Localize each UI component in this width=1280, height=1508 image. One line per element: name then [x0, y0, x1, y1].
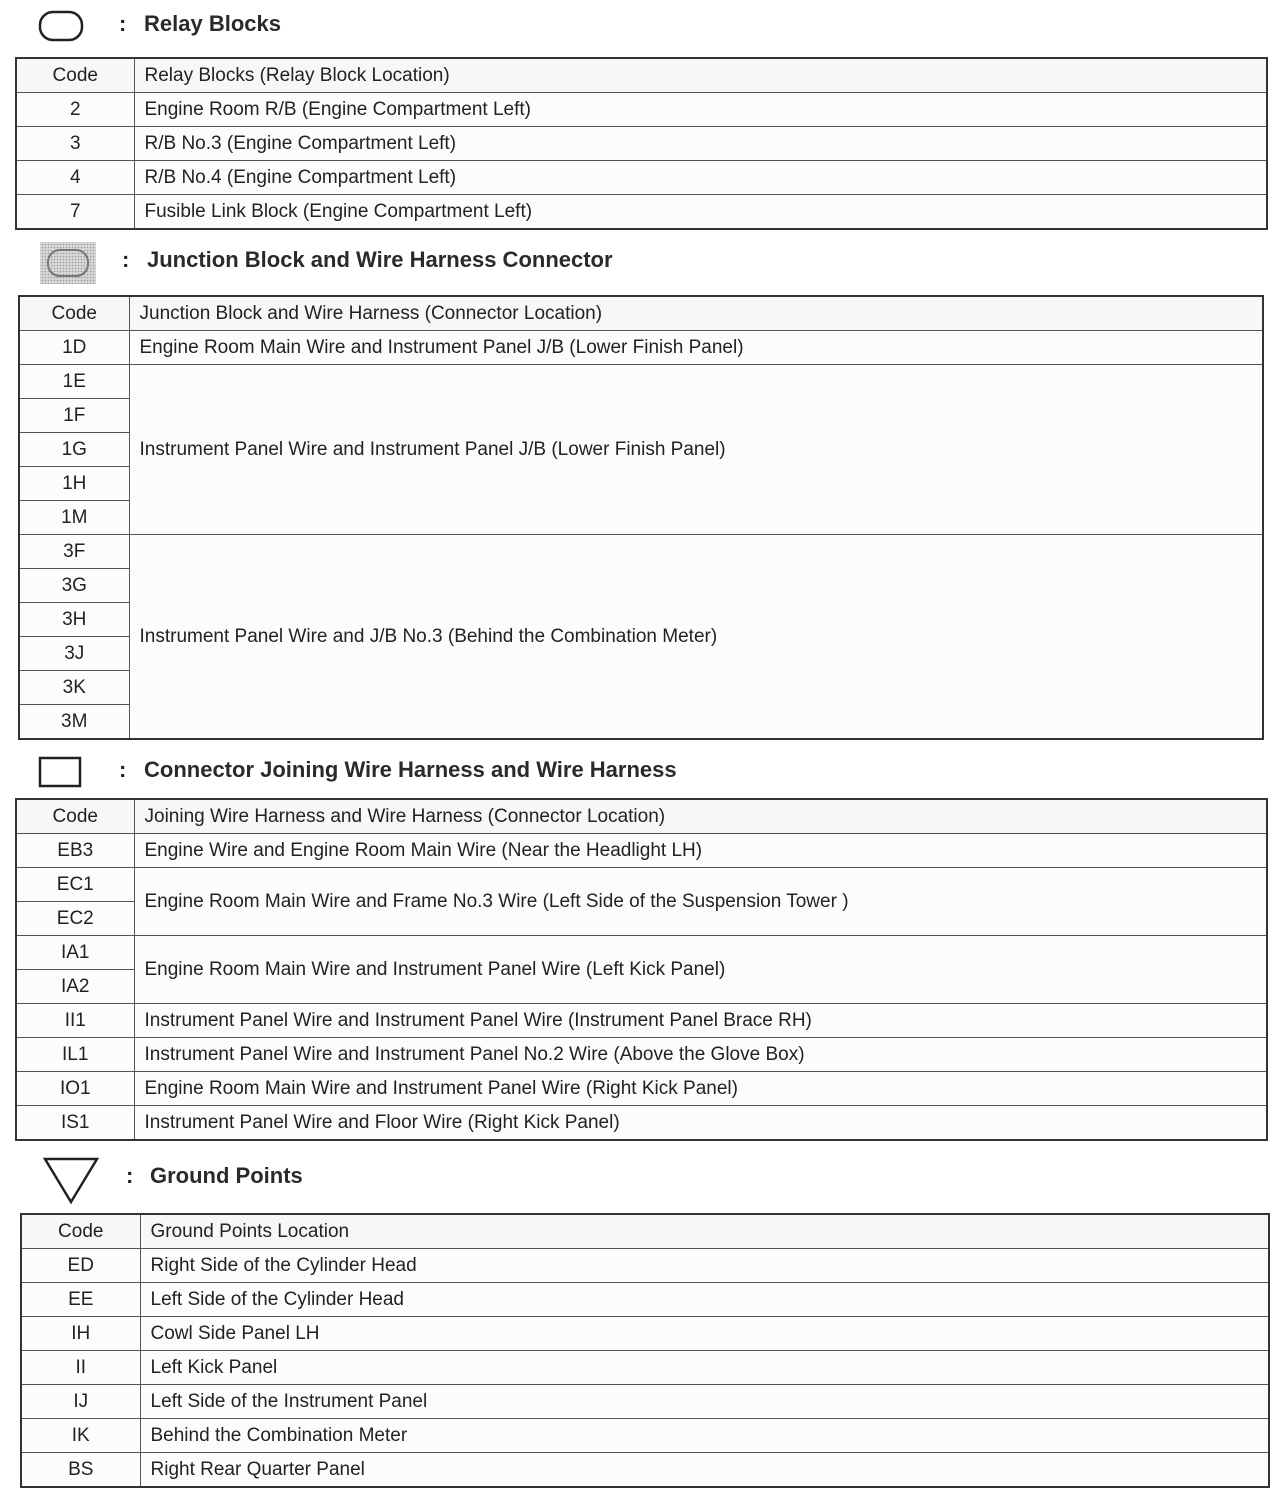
ground-section-header	[0, 1156, 1280, 1196]
junction-colon: :	[122, 247, 130, 272]
row-desc: R/B No.3 (Engine Compartment Left)	[134, 127, 1267, 161]
connector-section-header	[0, 750, 1280, 790]
row-code: 3M	[19, 705, 129, 740]
row-code: 4	[16, 161, 134, 195]
row-desc: Left Kick Panel	[140, 1351, 1269, 1385]
row-code: IO1	[16, 1072, 134, 1106]
row-desc: Left Side of the Cylinder Head	[140, 1283, 1269, 1317]
header-desc: Junction Block and Wire Harness (Connector Location)	[129, 296, 1263, 331]
square-icon	[38, 756, 84, 790]
row-code: IA2	[16, 970, 134, 1004]
row-code: EE	[21, 1283, 140, 1317]
row-code: 3H	[19, 603, 129, 637]
junction-section-header	[0, 240, 1280, 280]
row-desc: Instrument Panel Wire and Instrument Panel J/B (Lower Finish Panel)	[129, 365, 1263, 535]
row-code: EC1	[16, 868, 134, 902]
relay-title: Relay Blocks	[144, 11, 281, 36]
row-desc: Engine Room Main Wire and Instrument Panel Wire (Left Kick Panel)	[134, 936, 1267, 1004]
row-code: 1F	[19, 399, 129, 433]
table-row	[16, 936, 1267, 970]
table-row	[16, 127, 1267, 161]
table-row	[16, 834, 1267, 868]
row-code: 1E	[19, 365, 129, 399]
row-code: II1	[16, 1004, 134, 1038]
row-code: IK	[21, 1419, 140, 1453]
row-desc: Instrument Panel Wire and Instrument Panel No.2 Wire (Above the Glove Box)	[134, 1038, 1267, 1072]
row-code: IL1	[16, 1038, 134, 1072]
header-code: Code	[16, 799, 134, 834]
table-row	[21, 1351, 1269, 1385]
table-header-row	[16, 799, 1267, 834]
header-desc: Relay Blocks (Relay Block Location)	[134, 58, 1267, 93]
connector-colon: :	[119, 757, 127, 782]
table-row	[19, 331, 1263, 365]
triangle-down-icon	[42, 1156, 100, 1206]
table-row	[21, 1317, 1269, 1351]
connector-table	[15, 798, 1268, 1141]
shaded-rounded-rectangle-icon	[38, 240, 100, 286]
rounded-rectangle-icon	[38, 10, 86, 42]
row-desc: Instrument Panel Wire and Instrument Panel Wire (Instrument Panel Brace RH)	[134, 1004, 1267, 1038]
row-desc: Right Side of the Cylinder Head	[140, 1249, 1269, 1283]
ground-title: Ground Points	[150, 1163, 303, 1188]
row-desc: Engine Wire and Engine Room Main Wire (Near the Headlight LH)	[134, 834, 1267, 868]
row-desc: Fusible Link Block (Engine Compartment Left)	[134, 195, 1267, 230]
row-desc: Right Rear Quarter Panel	[140, 1453, 1269, 1488]
table-row	[21, 1385, 1269, 1419]
row-desc: Behind the Combination Meter	[140, 1419, 1269, 1453]
table-row	[21, 1419, 1269, 1453]
relay-section-header	[0, 4, 1280, 44]
row-code: IS1	[16, 1106, 134, 1141]
table-header-row	[21, 1214, 1269, 1249]
table-row	[21, 1249, 1269, 1283]
row-desc: Engine Room Main Wire and Instrument Panel J/B (Lower Finish Panel)	[129, 331, 1263, 365]
table-row	[19, 535, 1263, 569]
relay-table	[15, 57, 1268, 230]
table-row	[16, 195, 1267, 230]
table-row	[21, 1453, 1269, 1488]
row-desc: Left Side of the Instrument Panel	[140, 1385, 1269, 1419]
row-code: IA1	[16, 936, 134, 970]
row-code: ED	[21, 1249, 140, 1283]
connector-title: Connector Joining Wire Harness and Wire Harness	[144, 757, 677, 782]
row-code: 7	[16, 195, 134, 230]
table-row	[16, 161, 1267, 195]
junction-table	[18, 295, 1264, 740]
row-code: 3K	[19, 671, 129, 705]
table-row	[16, 93, 1267, 127]
row-code: 1M	[19, 501, 129, 535]
row-code: 3J	[19, 637, 129, 671]
row-code: 3G	[19, 569, 129, 603]
row-code: 1D	[19, 331, 129, 365]
table-row	[21, 1283, 1269, 1317]
table-row	[16, 1106, 1267, 1141]
row-code: 3F	[19, 535, 129, 569]
header-code: Code	[21, 1214, 140, 1249]
table-row	[16, 1072, 1267, 1106]
header-desc: Ground Points Location	[140, 1214, 1269, 1249]
row-desc: Instrument Panel Wire and J/B No.3 (Behind the Combination Meter)	[129, 535, 1263, 740]
header-code: Code	[19, 296, 129, 331]
table-row	[16, 1004, 1267, 1038]
row-code: IJ	[21, 1385, 140, 1419]
row-desc: Instrument Panel Wire and Floor Wire (Right Kick Panel)	[134, 1106, 1267, 1141]
row-code: 1H	[19, 467, 129, 501]
row-code: EB3	[16, 834, 134, 868]
header-desc: Joining Wire Harness and Wire Harness (Connector Location)	[134, 799, 1267, 834]
ground-table	[20, 1213, 1270, 1488]
junction-title: Junction Block and Wire Harness Connector	[147, 247, 613, 272]
row-code: BS	[21, 1453, 140, 1488]
table-row	[19, 365, 1263, 399]
table-header-row	[19, 296, 1263, 331]
row-desc: Engine Room Main Wire and Instrument Panel Wire (Right Kick Panel)	[134, 1072, 1267, 1106]
table-header-row	[16, 58, 1267, 93]
table-row	[16, 868, 1267, 902]
row-code: 3	[16, 127, 134, 161]
table-row	[16, 1038, 1267, 1072]
row-code: 1G	[19, 433, 129, 467]
header-code: Code	[16, 58, 134, 93]
row-desc: Cowl Side Panel LH	[140, 1317, 1269, 1351]
row-desc: Engine Room R/B (Engine Compartment Left)	[134, 93, 1267, 127]
row-desc: Engine Room Main Wire and Frame No.3 Wire (Left Side of the Suspension Tower )	[134, 868, 1267, 936]
row-code: II	[21, 1351, 140, 1385]
row-code: EC2	[16, 902, 134, 936]
relay-colon: :	[119, 11, 127, 36]
row-code: IH	[21, 1317, 140, 1351]
row-desc: R/B No.4 (Engine Compartment Left)	[134, 161, 1267, 195]
ground-colon: :	[126, 1163, 134, 1188]
row-code: 2	[16, 93, 134, 127]
